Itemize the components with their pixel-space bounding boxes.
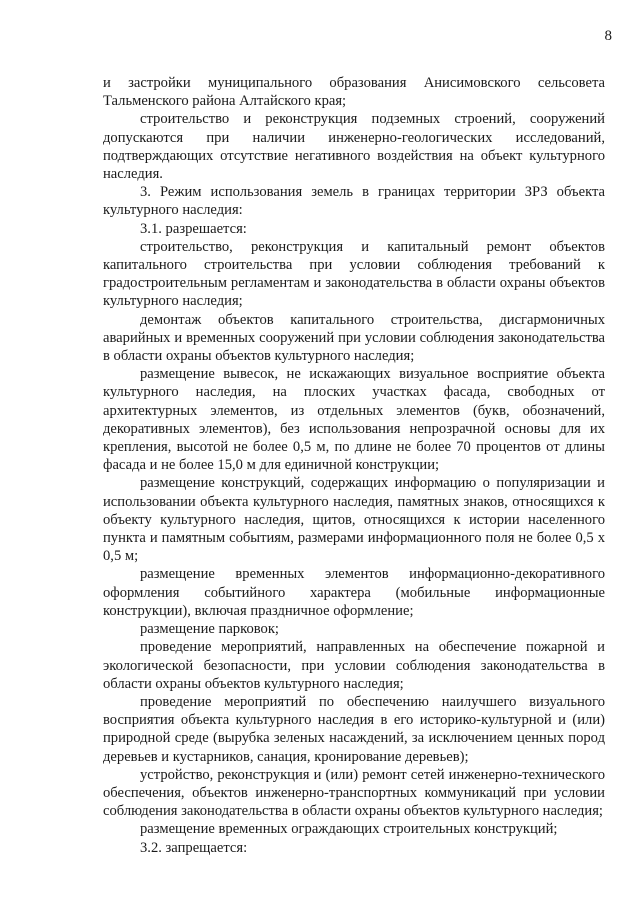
section-heading: 3. Режим использования земель в границах территории ЗРЗ объекта культурного наследия: [103,184,605,219]
paragraph: размещение вывесок, не искажающих визуальное восприятие объекта культурного наследия, на плоских участках фасада, свободных от архитектурных элементов, из отдельных элементов (букв, обозначений, декоративных элементов), без использования непрозрачной основы для их крепления, высотой не более 0,5 м, по длине не более 70 процентов от длины фасада и не более 15,0 м для единичной конструкции; [103,366,605,474]
paragraph: проведение мероприятий по обеспечению наилучшего визуального восприятия объекта культурного наследия в его историко-культурной и (или) природной среде (вырубка зеленых насаждений, за исключением ценных пород деревьев и кустарников, санация, кронирование деревьев); [103,693,605,765]
paragraph: размещение конструкций, содержащих информацию о популяризации и использовании объекта культурного наследия, памятных знаков, относящихся к объекту культурного наследия, щитов, относящихся к истории населенного пункта и памятным событиям, размерами информационного поля не более 0,5 х 0,5 м; [103,475,605,565]
paragraph: размещение временных элементов информационно-декоративного оформления событийного характера (мобильные информационные конструкции), включая праздничное оформление; [103,566,605,619]
paragraph: и застройки муниципального образования Анисимовского сельсовета Тальменского района Алтайского края; [103,75,605,110]
paragraph: проведение мероприятий, направленных на обеспечение пожарной и экологической безопасности, при условии соблюдения законодательства в области охраны объектов культурного наследия; [103,639,605,692]
subsection-heading: 3.2. запрещается: [140,839,248,856]
paragraph: демонтаж объектов капитального строительства, дисгармоничных аварийных и временных сооружений при условии соблюдения законодательства в области охраны объектов культурного наследия; [103,311,605,365]
paragraph: размещение временных ограждающих строительных конструкций; [140,821,558,838]
paragraph: строительство и реконструкция подземных строений, сооружений допускаются при наличии инженерно-геологических исследований, подтверждающих отсутствие негативного воздействия на объект культурного наследия. [103,111,605,183]
paragraph: устройство, реконструкция и (или) ремонт сетей инженерно-технического обеспечения, объектов инженерно-транспортных коммуникаций при условии соблюдения законодательства в области охраны объектов культурного наследия; [103,766,605,820]
page-number: 8 [604,28,612,44]
document-body [103,74,605,857]
subsection-heading: 3.1. разрешается: [140,220,247,237]
paragraph: строительство, реконструкция и капитальный ремонт объектов капитального строительства при условии соблюдения требований к градостроительным регламентам и законодательства в области охраны объектов культурного наследия; [103,238,605,310]
paragraph: размещение парковок; [140,621,279,638]
